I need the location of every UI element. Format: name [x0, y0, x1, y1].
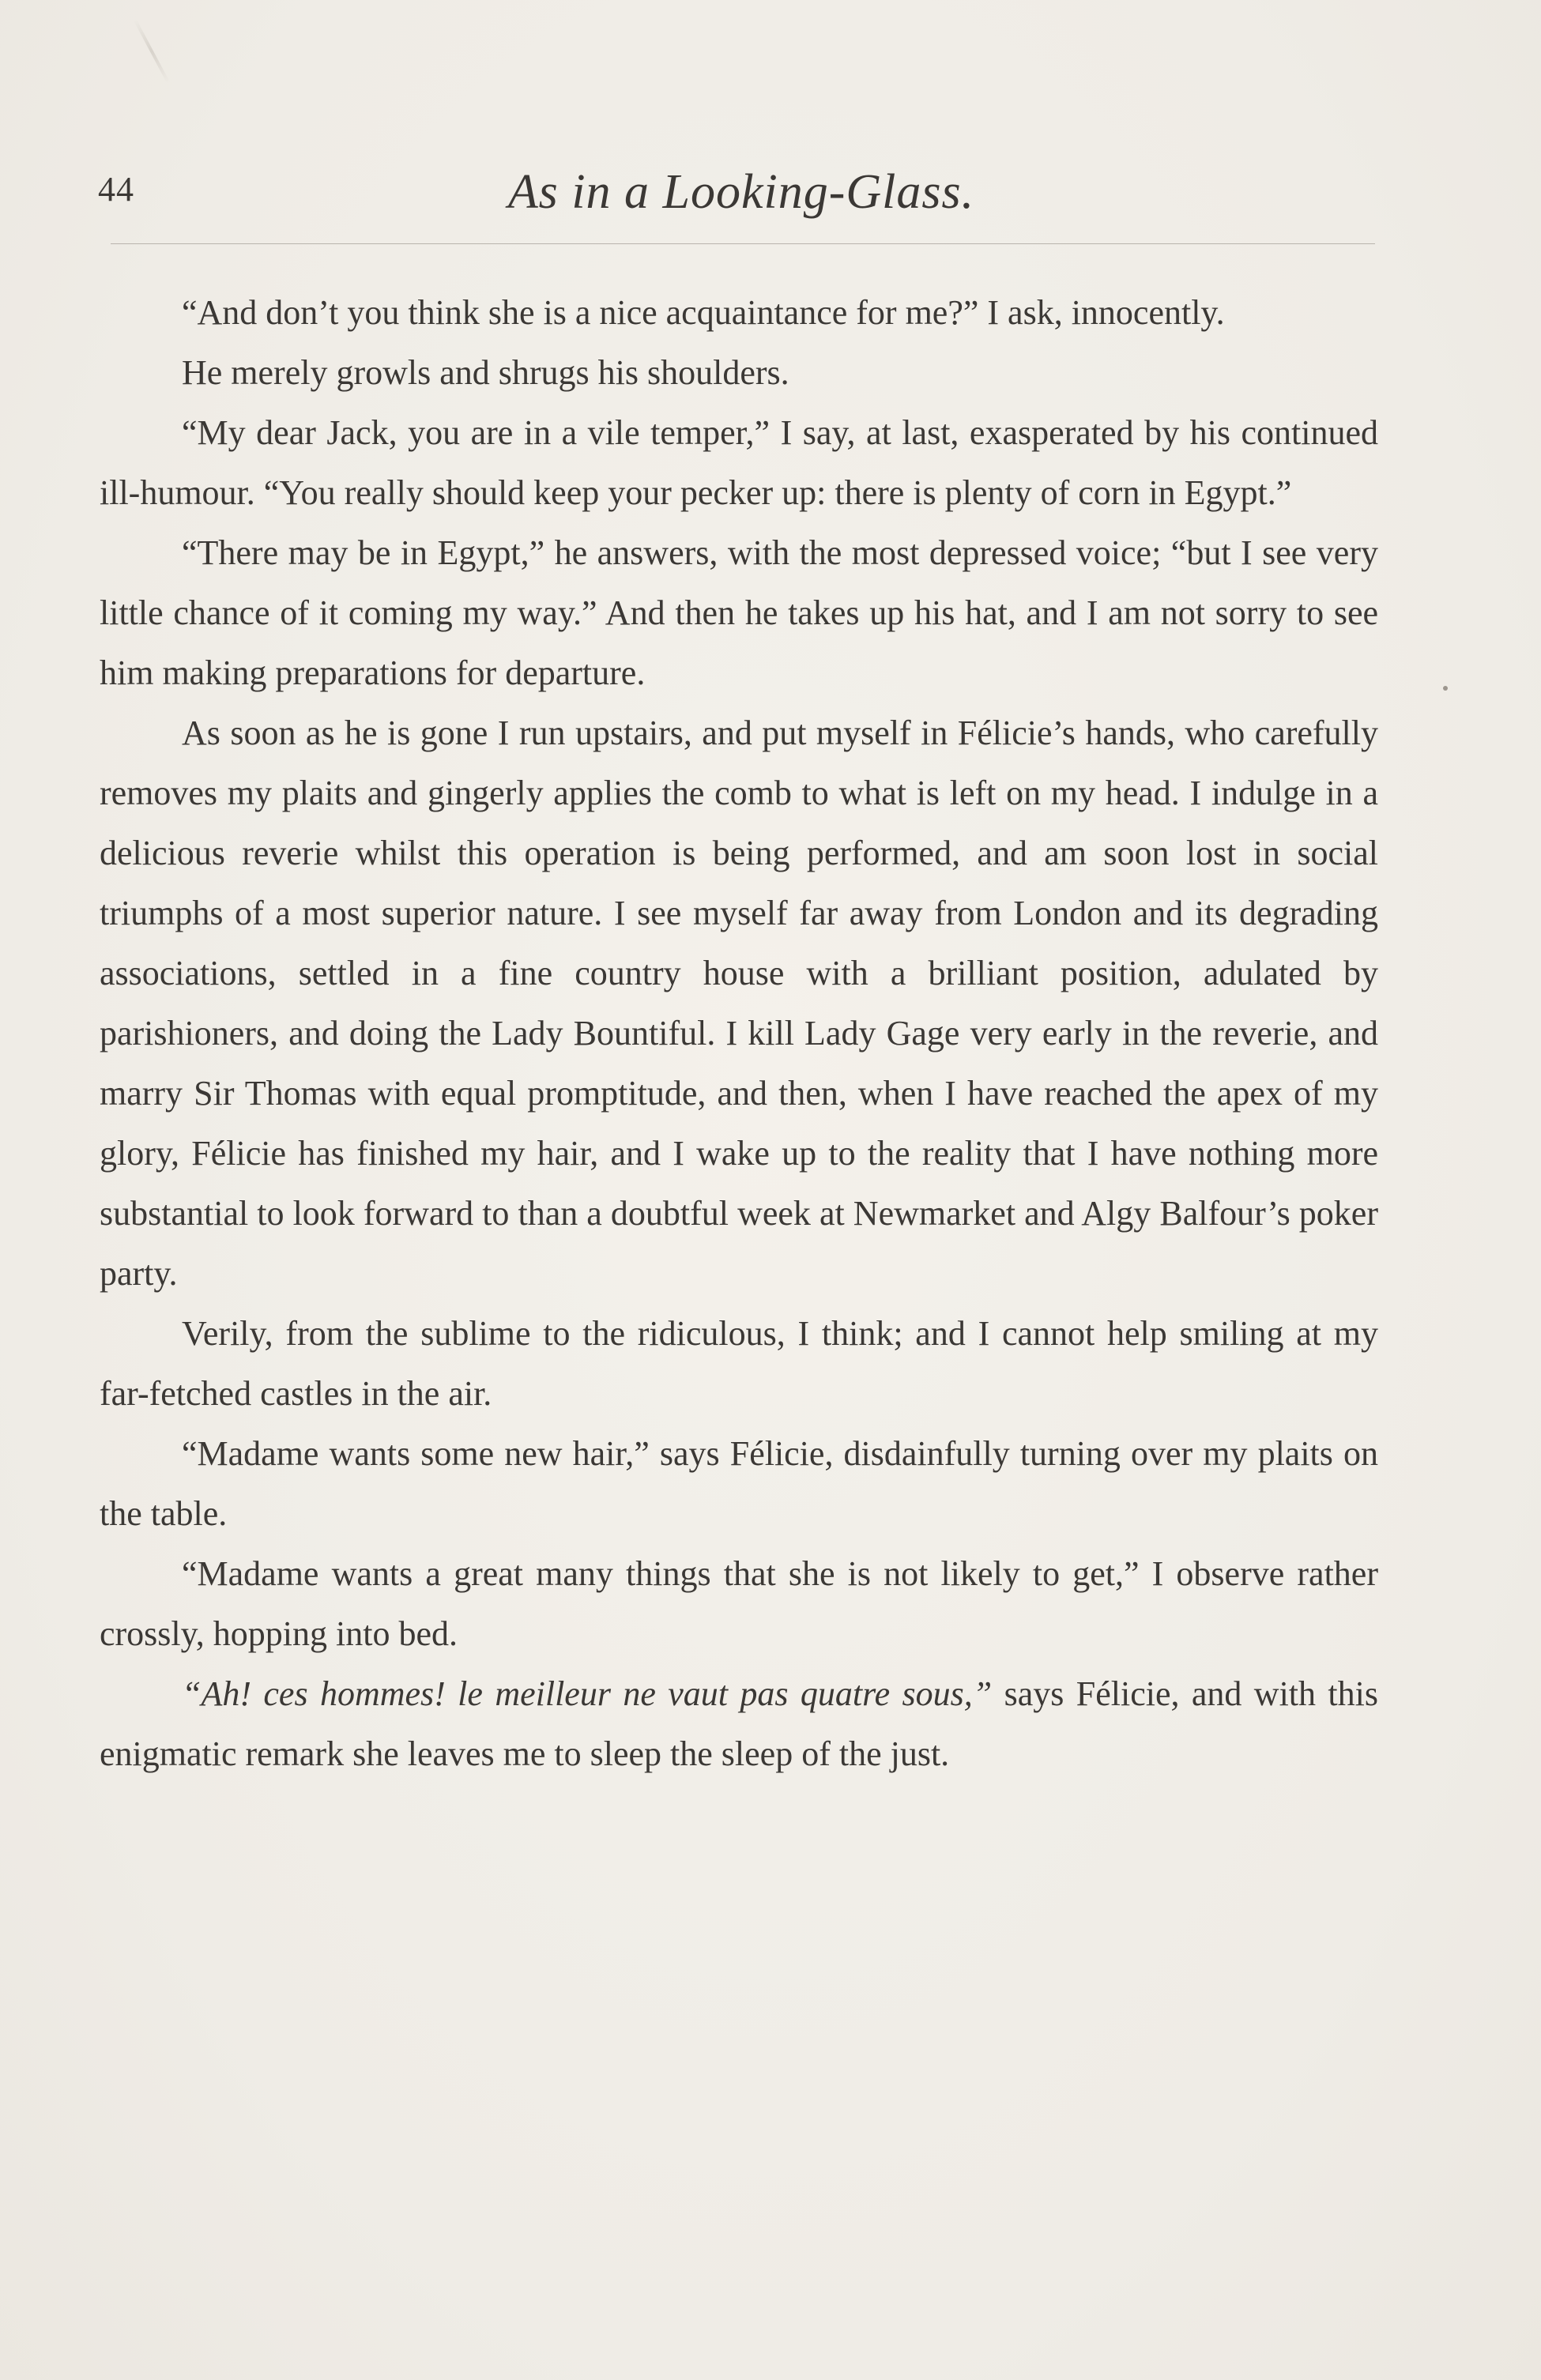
page-header	[98, 164, 1385, 220]
paragraph-8: “Madame wants a great many things that she is not likely to get,” I observe rather crossly, hopping into bed.	[100, 1554, 1378, 1653]
paragraph-9	[100, 1664, 1378, 1784]
ink-speck	[1443, 686, 1448, 691]
french-quotation: “Ah! ces hommes! le meilleur ne vaut pas quatre sous,”	[182, 1674, 993, 1713]
running-title: As in a Looking-Glass.	[507, 165, 975, 219]
page-number: 44	[98, 170, 134, 209]
paragraph-1: “And don’t you think she is a nice acquaintance for me?” I ask, innocently.	[182, 293, 1225, 332]
paper-smudge	[134, 19, 170, 83]
paragraph-7: “Madame wants some new hair,” says Félicie, disdainfully turning over my plaits on the table.	[100, 1434, 1378, 1533]
paragraph-2: He merely growls and shrugs his shoulders.	[182, 353, 789, 392]
paragraph-9-rest: says Félicie, and with this enigmatic remark she leaves me to sleep the sleep of the just.	[100, 1674, 1378, 1773]
header-rule	[111, 243, 1375, 244]
paragraph-3: “My dear Jack, you are in a vile temper,” I say, at last, exasperated by his continued ill-humour. “You really should keep your pecker up: there is plenty of corn in Egypt.”	[100, 413, 1378, 512]
paragraph-5: As soon as he is gone I run upstairs, and put myself in Félicie’s hands, who carefully removes my plaits and gingerly applies the comb to what is left on my head. I indulge in a delicious reverie whilst this operation is being performed, and am soon lost in social triumphs of a most superior nature. I see myself far away from London and its degrading associations, settled in a fine country house with a brilliant position, adulated by parishioners, and doing the Lady Bountiful. I kill Lady Gage very early in the reverie, and marry Sir Thomas with equal promptitude, and then, when I have reached the apex of my glory, Félicie has finished my hair, and I wake up to the reality that I have nothing more substantial to look forward to than a doubtful week at Newmarket and Algy Balfour’s poker party.	[100, 714, 1378, 1293]
paragraph-4: “There may be in Egypt,” he answers, with the most depressed voice; “but I see very little chance of it coming my way.” And then he takes up his hat, and I am not sorry to see him making preparations for departure.	[100, 533, 1378, 692]
paragraph-6: Verily, from the sublime to the ridiculous, I think; and I cannot help smiling at my far-fetched castles in the air.	[100, 1314, 1378, 1413]
body-text	[100, 283, 1378, 1784]
